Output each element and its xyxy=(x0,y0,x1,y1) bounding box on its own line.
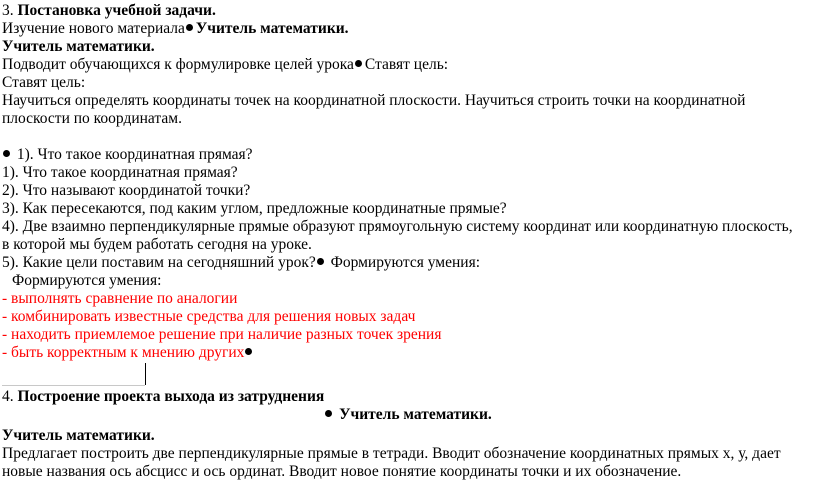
question-1-bulleted xyxy=(2,146,253,164)
skill-item-1: - выполнять сравнение по аналогии xyxy=(2,290,238,307)
teacher-label: Учитель математики. xyxy=(2,38,155,55)
skill-item-4-row xyxy=(2,344,255,362)
question-2: 2). Что называют координатой точки? xyxy=(2,182,251,199)
question-1: 1). Что такое координатная прямая? xyxy=(2,164,238,181)
question-text: 1). Что такое координатная прямая? xyxy=(16,146,253,163)
bullet-icon xyxy=(186,24,193,31)
section3-heading xyxy=(2,2,216,20)
section4-teacher-centered xyxy=(2,406,814,424)
teacher-label: Учитель математики. xyxy=(339,406,492,423)
section4-number: 4. xyxy=(2,388,18,405)
question-5 xyxy=(2,254,480,272)
section4-heading xyxy=(2,388,324,406)
skill-item-2: - комбинировать известные средства для решения новых задач xyxy=(2,308,416,325)
teacher-label: Учитель математики. xyxy=(195,20,349,37)
question-text: 5). Какие цели поставим на сегодняшний урок? xyxy=(2,254,316,271)
section3-title: Постановка учебной задачи. xyxy=(17,2,216,19)
teacher-label: Учитель математики. xyxy=(2,427,155,444)
bullet-icon xyxy=(245,348,252,355)
skill-item-3: - находить приемлемое решение при наличие разных точек зрения xyxy=(2,326,442,343)
bullet-icon xyxy=(355,60,362,67)
section3-line1 xyxy=(2,20,349,38)
new-material-text: Изучение нового материала xyxy=(2,20,185,37)
question-3: 3). Как пересекаются, под каким углом, предложные координатные прямые? xyxy=(2,200,507,217)
bullet-icon xyxy=(325,410,332,417)
section4-text-line1: Предлагает построить две перпендикулярные прямые в тетради. Вводит обозначение координатных прямых х, у, дает xyxy=(2,445,781,462)
section4-title: Построение проекта выхода из затруднения xyxy=(17,388,325,405)
teacher-action-text: Подводит обучающихся к формулировке целей урока xyxy=(2,56,354,73)
section3-line3 xyxy=(2,56,448,74)
goal-text-line1: Научиться определять координаты точек на координатной плоскости. Научиться строить точки на координатной xyxy=(2,92,746,109)
goal-label: Ставят цель: xyxy=(364,56,449,73)
skill-item-4: - быть корректным к мнению других xyxy=(2,344,245,361)
bullet-icon xyxy=(3,150,10,157)
bullet-icon xyxy=(317,258,324,265)
goal-label: Ставят цель: xyxy=(2,74,86,91)
section4-text-line2: новые названия ось абсцисс и ось ординат. Вводит новое понятие координаты точки и их обозначение. xyxy=(2,463,682,480)
table-border-vertical xyxy=(145,363,146,385)
question-4-line2: в которой мы будем работать сегодня на уроке. xyxy=(2,236,312,253)
question-4-line1: 4). Две взаимно перпендикулярные прямые образуют прямоугольную систему координат или координатную плоскость, xyxy=(2,218,793,235)
skills-heading: Формируются умения: xyxy=(12,272,162,289)
skills-label: Формируются умения: xyxy=(330,254,481,271)
goal-text-line2: плоскости по координатам. xyxy=(2,110,182,127)
table-border-horizontal xyxy=(2,385,145,386)
section3-number: 3. xyxy=(2,2,18,19)
